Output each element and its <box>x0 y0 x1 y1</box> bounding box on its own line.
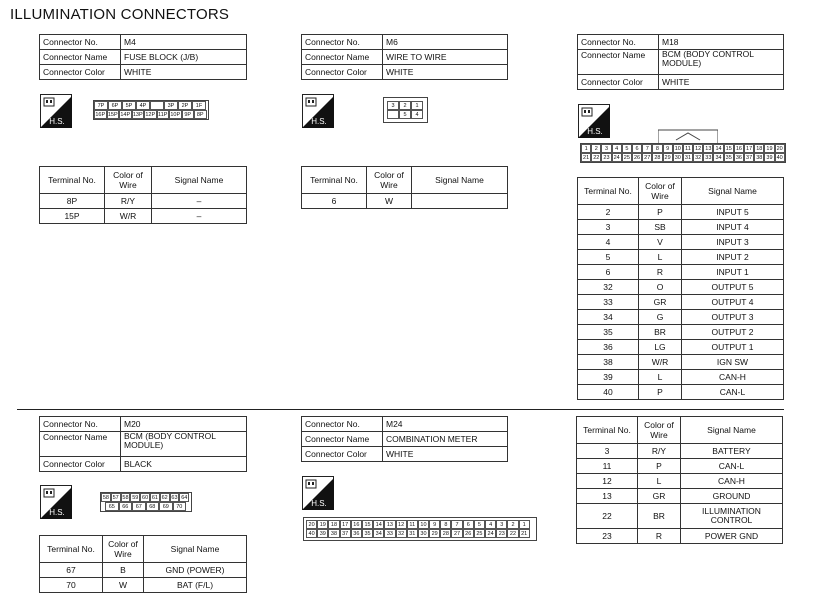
wire-color-cell: L <box>639 250 682 265</box>
terminal-cell: 70 <box>40 578 103 593</box>
connector-pin: 58 <box>102 495 109 501</box>
m18-connector-no: M18 <box>659 35 784 50</box>
connector-pin: 3 <box>601 144 611 153</box>
signal-name-cell: GND (POWER) <box>144 563 247 578</box>
table-row <box>578 265 784 280</box>
connector-pin: 16 <box>734 144 744 153</box>
connector-pin: 12 <box>396 520 407 529</box>
connector-pin: 68 <box>146 502 160 511</box>
table-row <box>578 325 784 340</box>
connector-pin: 12P <box>145 112 156 118</box>
connector-pin: 2 <box>591 144 601 153</box>
connector-pin: 63 <box>171 495 178 501</box>
connector-pin: 2 <box>399 101 411 110</box>
svg-text:H.S.: H.S. <box>49 508 65 517</box>
signal-name-cell: ILLUMINATION CONTROL <box>681 504 783 529</box>
wire-color-cell: P <box>639 385 682 400</box>
connector-pin: 30 <box>673 153 683 162</box>
signal-name-cell: CAN-L <box>682 385 784 400</box>
connector-pin: 23 <box>496 529 507 538</box>
table-row <box>577 459 783 474</box>
terminal-cell: 2 <box>578 205 639 220</box>
m4-info-table: Connector No. M4 Connector Name FUSE BLOCK (J/B) Connector Color WHITE <box>39 34 247 80</box>
connector-pin: 26 <box>463 529 474 538</box>
hs-icon <box>302 476 334 510</box>
svg-text:H.S.: H.S. <box>311 499 327 508</box>
m20-info-table: Connector No. M20 Connector Name BCM (BODY CONTROL MODULE) Connector Color BLACK <box>39 416 247 472</box>
terminal-cell: 3 <box>578 220 639 235</box>
signal-name-cell: CAN-H <box>681 474 783 489</box>
m18-connector-color: WHITE <box>659 75 784 90</box>
signal-name-cell: OUTPUT 1 <box>682 340 784 355</box>
m4-connector-color: WHITE <box>121 65 247 80</box>
connector-pin: 3P <box>164 101 178 110</box>
signal-name-cell: OUTPUT 4 <box>682 295 784 310</box>
connector-pin: 34 <box>713 153 723 162</box>
terminal-cell: 38 <box>578 355 639 370</box>
connector-pin: 15P <box>107 112 118 118</box>
connector-pin: 20 <box>306 520 317 529</box>
wire-color-cell: BR <box>638 504 681 529</box>
connector-pin: 24 <box>612 153 622 162</box>
connector-pin: 16 <box>351 520 362 529</box>
connector-pin: 34 <box>373 529 384 538</box>
connector-pin: 1 <box>411 101 423 110</box>
m24-connector-diagram <box>303 517 537 541</box>
connector-pin: 28 <box>440 529 451 538</box>
m4-connector-no: M4 <box>121 35 247 50</box>
signal-name-cell: POWER GND <box>681 529 783 544</box>
table-row <box>40 578 247 593</box>
table-row <box>578 385 784 400</box>
signal-name-cell: CAN-H <box>682 370 784 385</box>
connector-pin: 35 <box>362 529 373 538</box>
hs-icon <box>40 485 72 519</box>
signal-name-cell: INPUT 3 <box>682 235 784 250</box>
m20-signal-table: Terminal No. Color of Wire Signal Name 67 B GND (POWER) 70 W BAT (F/L) <box>39 535 247 593</box>
terminal-cell: 13 <box>577 489 638 504</box>
m6-connector-diagram <box>383 97 428 123</box>
wire-color-cell: W/R <box>639 355 682 370</box>
wire-color-cell: L <box>638 474 681 489</box>
connector-pin: 15 <box>362 520 373 529</box>
connector-pin: 24 <box>485 529 496 538</box>
connector-pin: 58 <box>122 495 129 501</box>
connector-pin: 14P <box>120 112 131 118</box>
terminal-cell: 36 <box>578 340 639 355</box>
m18-connector-name: BCM (BODY CONTROL MODULE) <box>659 50 784 75</box>
connector-pin: 13P <box>132 112 143 118</box>
wire-color-cell: W <box>103 578 144 593</box>
connector-pin: 1 <box>581 144 591 153</box>
connector-pin: 23 <box>601 153 611 162</box>
svg-text:H.S.: H.S. <box>311 117 327 126</box>
signal-name-cell: OUTPUT 3 <box>682 310 784 325</box>
connector-pin: 7 <box>451 520 462 529</box>
terminal-cell: 35 <box>578 325 639 340</box>
connector-pin: 38 <box>328 529 339 538</box>
m6-connector-no: M6 <box>383 35 508 50</box>
signal-name-cell: INPUT 1 <box>682 265 784 280</box>
connector-pin: 10 <box>673 144 683 153</box>
table-row <box>578 250 784 265</box>
connector-pin: 21 <box>581 153 591 162</box>
terminal-cell: 33 <box>578 295 639 310</box>
connector-pin <box>150 101 164 110</box>
connector-pin: 19 <box>764 144 774 153</box>
connector-pin: 31 <box>683 153 693 162</box>
wire-color-cell: L <box>639 370 682 385</box>
connector-pin: 27 <box>642 153 652 162</box>
table-row <box>577 444 783 459</box>
connector-pin: 30 <box>418 529 429 538</box>
terminal-cell: 6 <box>578 265 639 280</box>
connector-pin: 29 <box>663 153 673 162</box>
connector-pin: 25 <box>622 153 632 162</box>
connector-pin: 21 <box>519 529 530 538</box>
terminal-cell: 15P <box>40 209 105 224</box>
terminal-cell: 34 <box>578 310 639 325</box>
table-row <box>40 209 247 224</box>
connector-pin: 66 <box>119 502 133 511</box>
connector-pin: 61 <box>151 495 158 501</box>
terminal-cell: 22 <box>577 504 638 529</box>
connector-pin: 2 <box>507 520 518 529</box>
terminal-cell: 5 <box>578 250 639 265</box>
connector-pin: 60 <box>142 495 149 501</box>
connector-pin: 9P <box>182 110 195 119</box>
connector-pin: 69 <box>159 502 173 511</box>
connector-pin: 35 <box>724 153 734 162</box>
connector-pin: 1 <box>519 520 530 529</box>
terminal-cell: 67 <box>40 563 103 578</box>
terminal-cell: 4 <box>578 235 639 250</box>
m20-connector-no: M20 <box>121 417 247 432</box>
signal-name-cell: BAT (F/L) <box>144 578 247 593</box>
wire-color-cell: R/Y <box>638 444 681 459</box>
signal-name-cell: OUTPUT 2 <box>682 325 784 340</box>
terminal-cell: 12 <box>577 474 638 489</box>
terminal-cell: 6 <box>302 194 367 209</box>
wire-color-cell: P <box>639 205 682 220</box>
m20-connector-color: BLACK <box>121 457 247 472</box>
hs-icon <box>40 94 72 128</box>
table-row <box>40 194 247 209</box>
m6-connector-name: WIRE TO WIRE <box>383 50 508 65</box>
connector-pin: 11P <box>158 112 168 118</box>
connector-pin: 27 <box>451 529 462 538</box>
table-row <box>578 220 784 235</box>
connector-pin: 59 <box>132 495 139 501</box>
table-row <box>577 504 783 529</box>
connector-pin: 10 <box>418 520 429 529</box>
signal-name-cell: IGN SW <box>682 355 784 370</box>
signal-name-cell: INPUT 2 <box>682 250 784 265</box>
wire-color-cell: W <box>367 194 412 209</box>
connector-pin: 70 <box>173 502 187 511</box>
connector-pin: 36 <box>734 153 744 162</box>
connector-pin: 9 <box>429 520 440 529</box>
wire-color-cell: R/Y <box>105 194 152 209</box>
connector-pin: 15 <box>724 144 734 153</box>
connector-pin: 22 <box>591 153 601 162</box>
table-row <box>578 295 784 310</box>
connector-pin: 4 <box>612 144 622 153</box>
connector-pin: 32 <box>396 529 407 538</box>
connector-pin: 7P <box>94 101 108 110</box>
connector-pin: 62 <box>161 495 168 501</box>
connector-pin: 18 <box>328 520 339 529</box>
wire-color-cell: R <box>638 529 681 544</box>
connector-pin: 17 <box>744 144 754 153</box>
table-row <box>302 194 508 209</box>
connector-pin: 39 <box>764 153 774 162</box>
table-row <box>578 280 784 295</box>
signal-name-cell: OUTPUT 5 <box>682 280 784 295</box>
signal-name-cell: – <box>152 209 247 224</box>
connector-pin: 13 <box>384 520 395 529</box>
signal-name-cell: BATTERY <box>681 444 783 459</box>
wire-color-cell: P <box>638 459 681 474</box>
m18-info-table: Connector No. M18 Connector Name BCM (BODY CONTROL MODULE) Connector Color WHITE <box>577 34 784 90</box>
connector-pin: 8 <box>652 144 662 153</box>
wire-color-cell: O <box>639 280 682 295</box>
table-row <box>577 529 783 544</box>
connector-pin: 10P <box>170 112 181 118</box>
signal-name-cell: CAN-L <box>681 459 783 474</box>
connector-pin: 40 <box>306 529 317 538</box>
signal-name-cell: INPUT 5 <box>682 205 784 220</box>
table-row <box>578 370 784 385</box>
connector-pin: 8 <box>440 520 451 529</box>
connector-pin: 1F <box>192 101 206 110</box>
section-divider <box>17 409 784 410</box>
table-row <box>577 489 783 504</box>
m6-connector-color: WHITE <box>383 65 508 80</box>
terminal-cell: 8P <box>40 194 105 209</box>
connector-pin: 33 <box>703 153 713 162</box>
connector-pin: 20 <box>775 144 785 153</box>
m6-signal-table: Terminal No. Color of Wire Signal Name 6 W <box>301 166 508 209</box>
m24-connector-name: COMBINATION METER <box>383 432 508 447</box>
connector-pin: 12 <box>693 144 703 153</box>
connector-pin: 57 <box>112 495 119 501</box>
connector-pin: 6 <box>463 520 474 529</box>
terminal-cell: 3 <box>577 444 638 459</box>
connector-pin: 5 <box>474 520 485 529</box>
connector-pin: 39 <box>317 529 328 538</box>
page-title: ILLUMINATION CONNECTORS <box>10 6 230 23</box>
connector-pin: 4 <box>411 110 423 119</box>
connector-pin: 65 <box>105 502 119 511</box>
connector-pin: 28 <box>652 153 662 162</box>
wire-color-cell: GR <box>638 489 681 504</box>
connector-pin: 4 <box>485 520 496 529</box>
connector-pin: 5P <box>122 101 136 110</box>
m6-info-table: Connector No. M6 Connector Name WIRE TO WIRE Connector Color WHITE <box>301 34 508 80</box>
connector-pin: 9 <box>663 144 673 153</box>
wire-color-cell: LG <box>639 340 682 355</box>
wire-color-cell: G <box>639 310 682 325</box>
table-row <box>578 310 784 325</box>
m24-connector-no: M24 <box>383 417 508 432</box>
connector-pin: 8P <box>194 110 207 119</box>
m24-signal-table: Terminal No. Color of Wire Signal Name 3 R/Y BATTERY 11 P CAN-L 12 L CAN-H 13 GR GROUND 22 BR ILLUMINATION CONTROL 23 R POWER GND <box>576 416 783 544</box>
m20-connector-name: BCM (BODY CONTROL MODULE) <box>121 432 247 457</box>
svg-text:H.S.: H.S. <box>49 117 65 126</box>
connector-pin: 33 <box>384 529 395 538</box>
connector-pin: 67 <box>132 502 146 511</box>
table-row <box>578 205 784 220</box>
wire-color-cell: B <box>103 563 144 578</box>
table-row <box>578 235 784 250</box>
wire-color-cell: GR <box>639 295 682 310</box>
wire-color-cell: W/R <box>105 209 152 224</box>
connector-pin: 37 <box>744 153 754 162</box>
connector-pin: 40 <box>775 153 785 162</box>
terminal-cell: 39 <box>578 370 639 385</box>
wire-color-cell: V <box>639 235 682 250</box>
m4-connector-diagram <box>93 100 209 120</box>
terminal-cell: 32 <box>578 280 639 295</box>
connector-pin: 25 <box>474 529 485 538</box>
signal-name-cell <box>412 194 508 209</box>
connector-pin: 14 <box>713 144 723 153</box>
terminal-cell: 40 <box>578 385 639 400</box>
wire-color-cell: R <box>639 265 682 280</box>
table-row <box>578 355 784 370</box>
m4-connector-name: FUSE BLOCK (J/B) <box>121 50 247 65</box>
connector-pin: 5 <box>399 110 411 119</box>
hs-icon <box>578 104 610 138</box>
m18-connector-diagram <box>580 143 786 163</box>
connector-pin: 19 <box>317 520 328 529</box>
connector-pin: 14 <box>373 520 384 529</box>
connector-pin: 26 <box>632 153 642 162</box>
m20-connector-diagram <box>100 492 192 512</box>
connector-pin: 31 <box>407 529 418 538</box>
signal-name-cell: INPUT 4 <box>682 220 784 235</box>
table-row <box>577 474 783 489</box>
table-row <box>40 563 247 578</box>
wire-color-cell: SB <box>639 220 682 235</box>
terminal-cell: 11 <box>577 459 638 474</box>
m18-signal-table: Terminal No. Color of Wire Signal Name 2 P INPUT 5 3 SB INPUT 4 4 V INPUT 3 5 L INPUT 2 6 R INPUT 1 32 O OUTPUT 5 33 GR OUTPUT 4 34 G OUTPUT 3 35 BR OUTPUT 2 36 LG OUTPUT 1 38 W/R IGN SW 39 L CAN-H 40 P CAN-L <box>577 177 784 400</box>
m24-connector-color: WHITE <box>383 447 508 462</box>
connector-pin: 29 <box>429 529 440 538</box>
connector-pin: 17 <box>340 520 351 529</box>
connector-pin: 4P <box>136 101 150 110</box>
connector-pin: 3 <box>387 101 399 110</box>
connector-pin: 18 <box>754 144 764 153</box>
wire-color-cell: BR <box>639 325 682 340</box>
connector-pin: 13 <box>703 144 713 153</box>
connector-pin: 5 <box>622 144 632 153</box>
connector-pin: 11 <box>683 144 693 153</box>
svg-text:H.S.: H.S. <box>587 127 603 136</box>
connector-pin: 3 <box>496 520 507 529</box>
connector-pin: 11 <box>407 520 418 529</box>
connector-pin: 22 <box>507 529 518 538</box>
connector-pin: 64 <box>181 495 188 501</box>
connector-pin: 6P <box>108 101 122 110</box>
connector-pin: 32 <box>693 153 703 162</box>
signal-name-cell: – <box>152 194 247 209</box>
m24-info-table: Connector No. M24 Connector Name COMBINATION METER Connector Color WHITE <box>301 416 508 462</box>
m4-signal-table: Terminal No. Color of Wire Signal Name 8P R/Y – 15P W/R – <box>39 166 247 224</box>
connector-pin: 16P <box>95 112 106 118</box>
connector-lock-outline <box>658 128 718 144</box>
hs-icon <box>302 94 334 128</box>
connector-pin: 37 <box>340 529 351 538</box>
connector-pin: 36 <box>351 529 362 538</box>
table-row <box>578 340 784 355</box>
connector-pin: 38 <box>754 153 764 162</box>
connector-pin: 2P <box>178 101 192 110</box>
connector-pin <box>387 110 399 119</box>
signal-name-cell: GROUND <box>681 489 783 504</box>
connector-pin: 6 <box>632 144 642 153</box>
connector-pin: 7 <box>642 144 652 153</box>
terminal-cell: 23 <box>577 529 638 544</box>
